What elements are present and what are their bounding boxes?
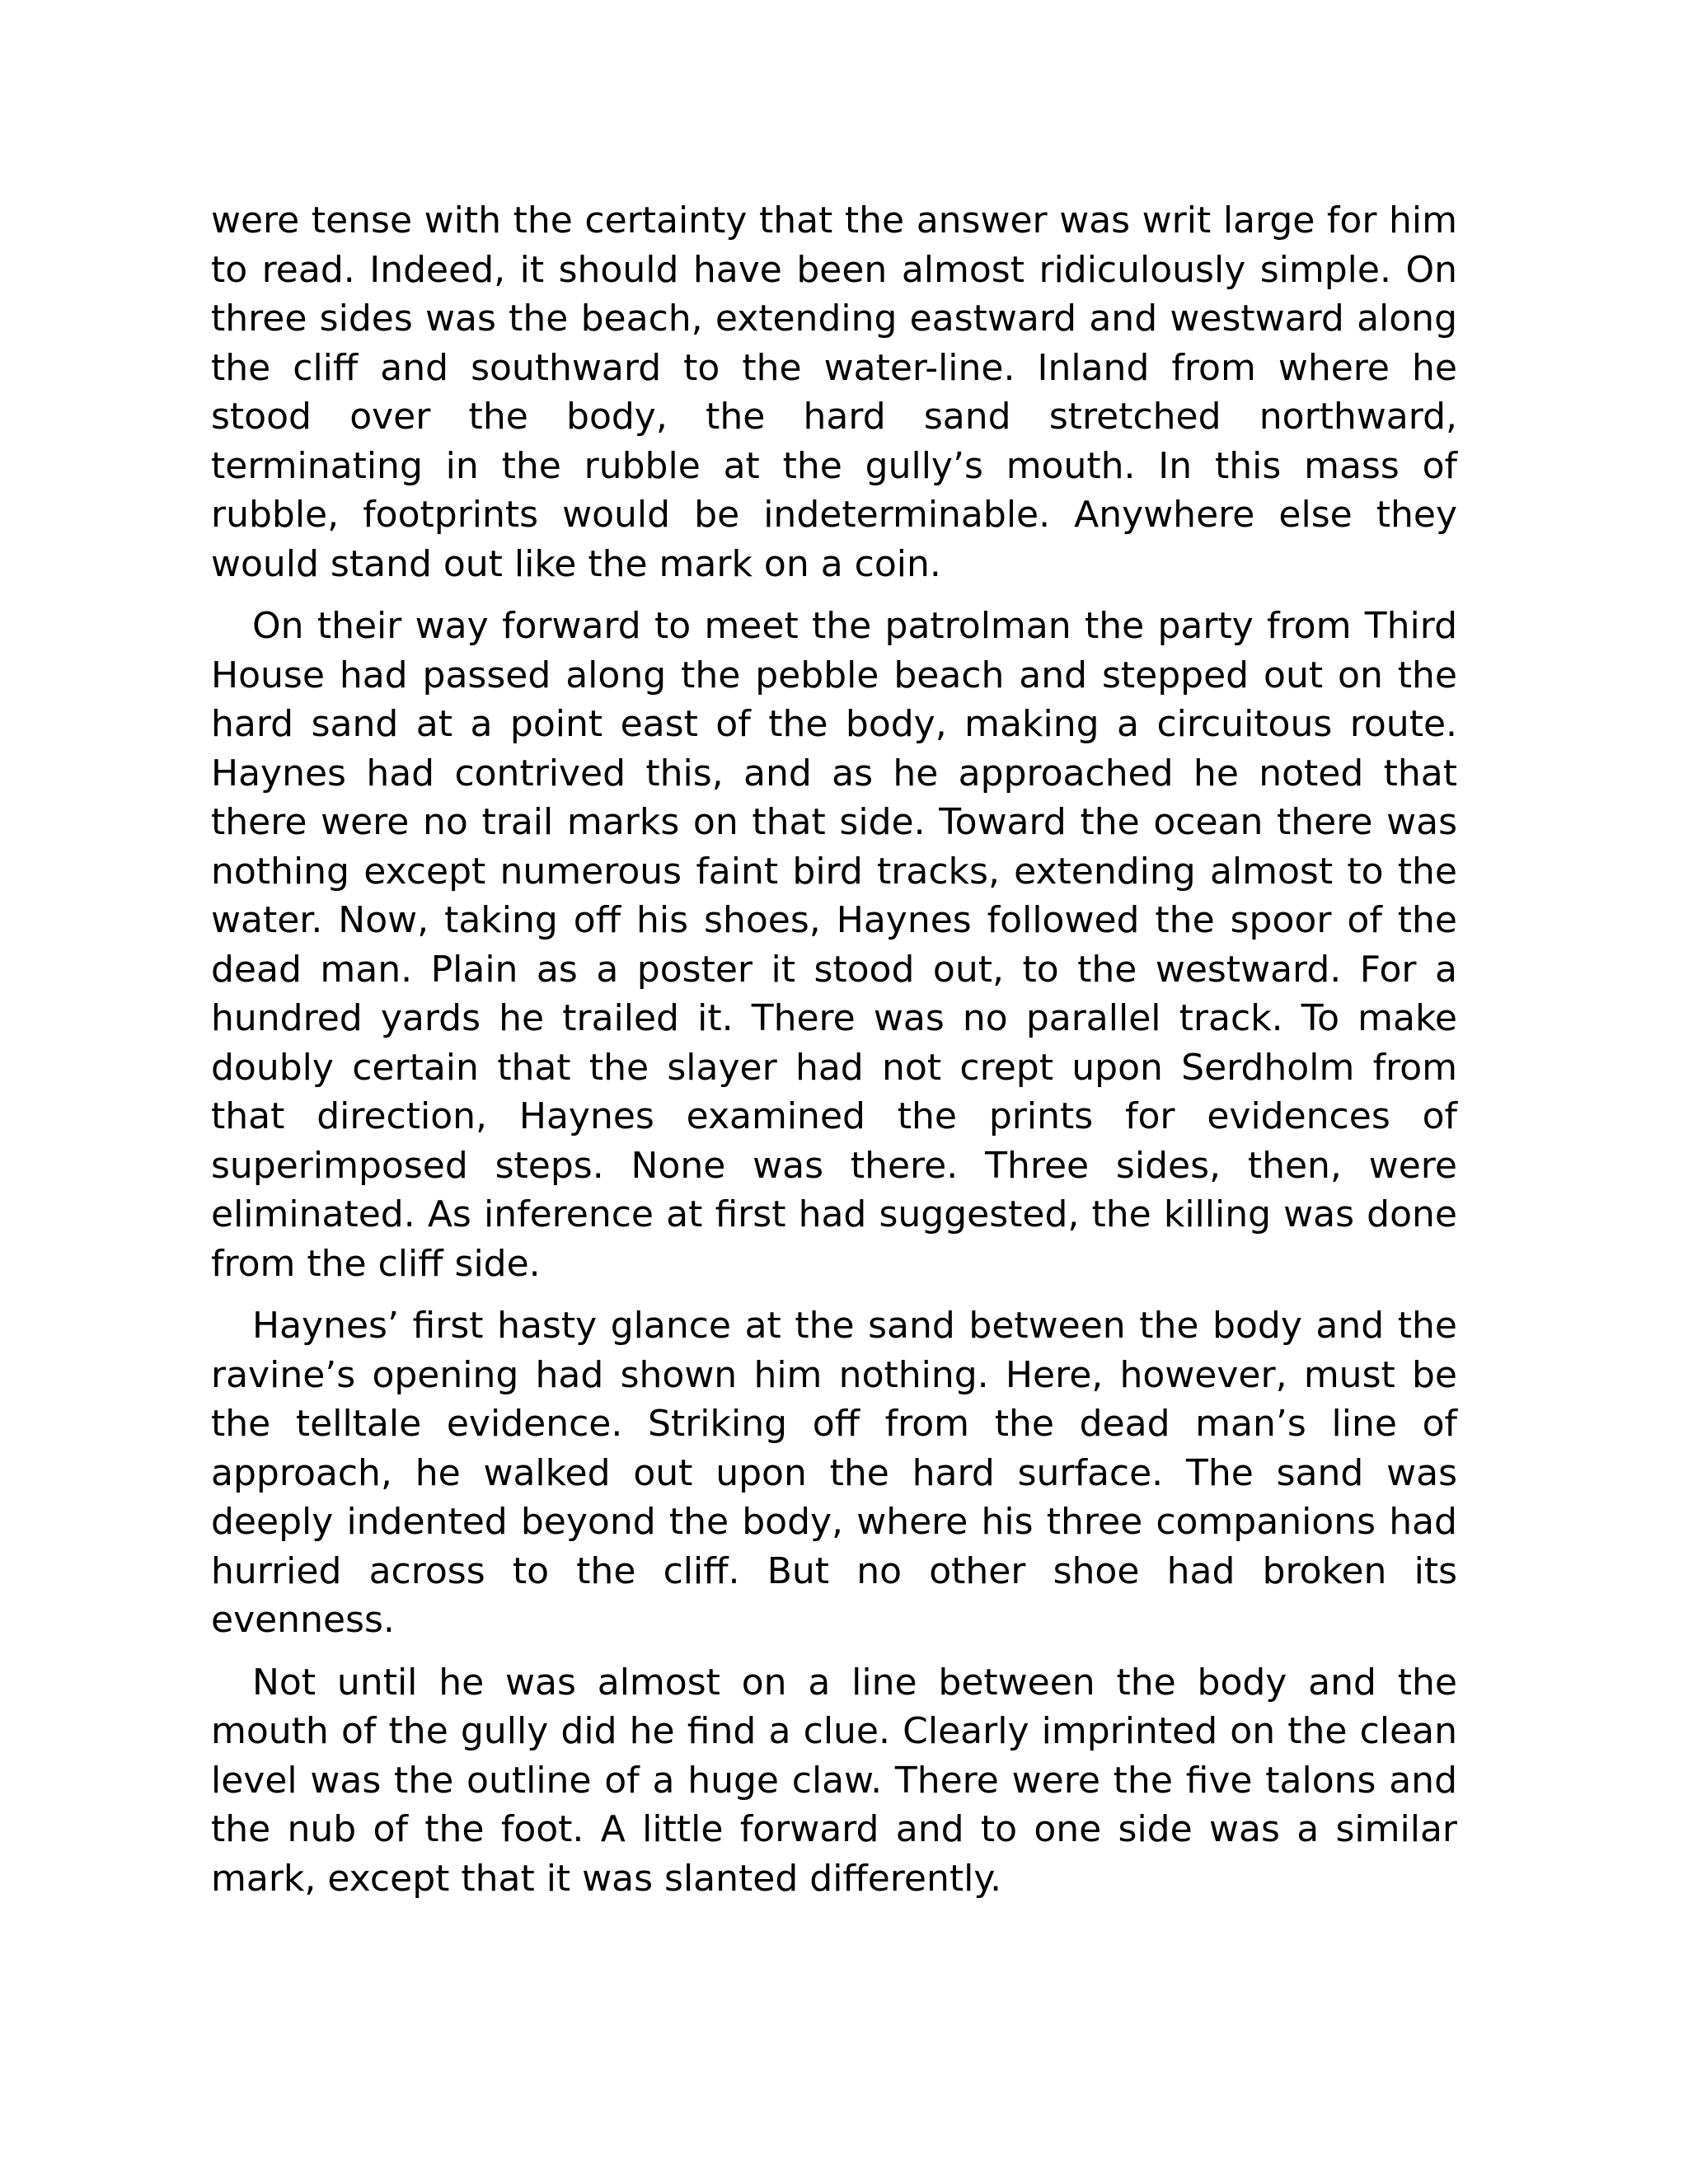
body-text [211, 196, 1457, 1916]
paragraph-continuation: were tense with the certainty that the answer was writ large for him to read. Indeed, it should have been almost ridiculously simple. On three sides was the beach, extending eastward and westward along the cliff and southward to the water-line. Inland from where he stood over the body, the hard sand stretched northward, terminating in the rubble at the gully’s mouth. In this mass of rubble, footprints would be indeterminable. Anywhere else they would stand out like the mark on a coin. [211, 199, 1457, 585]
paragraph: Not until he was almost on a line between the body and the mouth of the gully did he find a clue. Clearly imprinted on the clean level was the outline of a huge claw. There were the five talons and the nub of the foot. A little forward and to one side was a similar mark, except that it was slanted differently. [211, 1661, 1457, 1900]
paragraph: Haynes’ first hasty glance at the sand between the body and the ravine’s opening had shown him nothing. Here, however, must be the telltale evidence. Striking off from the dead man’s line of approach, he walked out upon the hard surface. The sand was deeply indented beyond the body, where his three companions had hurried across to the cliff. But no other shoe had broken its evenness. [211, 1305, 1457, 1641]
paragraph: On their way forward to meet the patrolman the party from Third House had passed along the pebble beach and stepped out on the hard sand at a point east of the body, making a circuitous route. Haynes had contrived this, and as he approached he noted that there were no trail marks on that side. Toward the ocean there was nothing except numerous faint bird tracks, extending almost to the water. Now, taking off his shoes, Haynes followed the spoor of the dead man. Plain as a poster it stood out, to the westward. For a hundred yards he trailed it. There was no parallel track. To make doubly certain that the slayer had not crept upon Serdholm from that direction, Haynes examined the prints for evidences of superimposed steps. None was there. Three sides, then, were eliminated. As inference at first had suggested, the killing was done from the cliff side. [211, 605, 1457, 1285]
